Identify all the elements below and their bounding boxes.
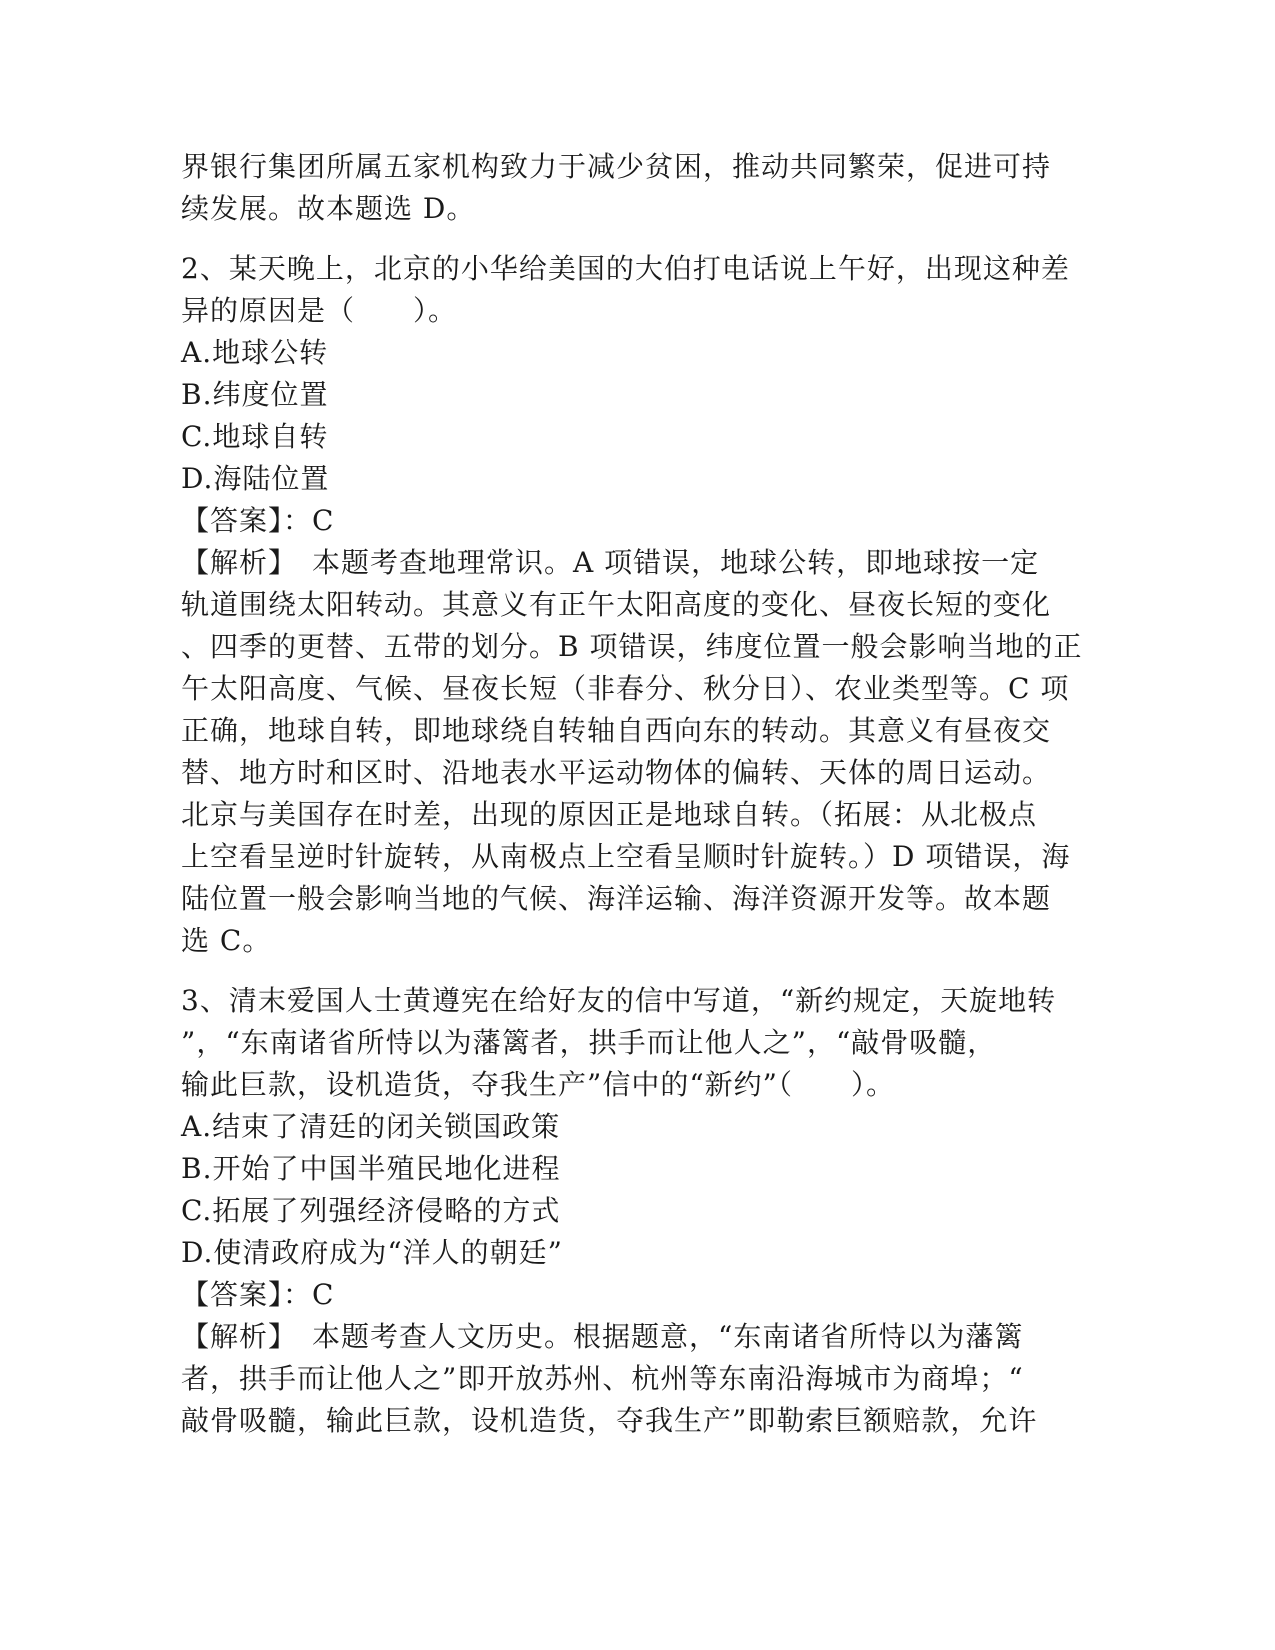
text-line: 界银行集团所属五家机构致力于减少贫困，推动共同繁荣，促进可持 — [181, 150, 1052, 183]
question-stem-line: 3、清末爱国人士黄遵宪在给好友的信中写道，“新约规定，天旋地转 — [181, 984, 1057, 1017]
text-line: 续发展。故本题选 D。 — [181, 192, 476, 225]
question-stem-line: ”，“东南诸省所恃以为藩篱者，拱手而让他人之”，“敲骨吸髓， — [181, 1026, 997, 1059]
analysis-line: 【解析】 本题考查地理常识。A 项错误，地球公转，即地球按一定 — [181, 546, 1040, 579]
analysis-line: 上空看呈逆时针旋转，从南极点上空看呈顺时针旋转。）D 项错误，海 — [181, 840, 1071, 873]
analysis-line: 敲骨吸髓，输此巨款，设机造货，夺我生产”即勒索巨额赔款，允许 — [181, 1404, 1038, 1437]
question-3 — [181, 980, 1061, 1442]
answer-line: 【答案】：C — [181, 1278, 335, 1311]
option-a: A.地球公转 — [181, 336, 329, 369]
question-2 — [181, 248, 1083, 962]
analysis-line: 北京与美国存在时差，出现的原因正是地球自转。（拓展：从北极点 — [181, 798, 1038, 831]
analysis-line: 陆位置一般会影响当地的气候、海洋运输、海洋资源开发等。故本题 — [181, 882, 1052, 915]
analysis-line: 轨道围绕太阳转动。其意义有正午太阳高度的变化、昼夜长短的变化 — [181, 588, 1052, 621]
answer-line: 【答案】：C — [181, 504, 335, 537]
option-d: D.使清政府成为“洋人的朝廷” — [181, 1236, 563, 1269]
analysis-line: 【解析】 本题考查人文历史。根据题意，“东南诸省所恃以为藩篱 — [181, 1320, 1024, 1353]
option-b: B.纬度位置 — [181, 378, 329, 411]
option-c: C.地球自转 — [181, 420, 329, 453]
analysis-line: 替、地方时和区时、沿地表水平运动物体的偏转、天体的周日运动。 — [181, 756, 1052, 789]
document-page — [181, 146, 1083, 1442]
option-c: C.拓展了列强经济侵略的方式 — [181, 1194, 561, 1227]
question-stem-line: 异的原因是（ ）。 — [181, 294, 458, 327]
question-stem-line: 2、某天晚上，北京的小华给美国的大伯打电话说上午好，出现这种差 — [181, 252, 1070, 285]
intro-paragraph — [181, 146, 1061, 230]
analysis-line: 、四季的更替、五带的划分。B 项错误，纬度位置一般会影响当地的正 — [181, 630, 1083, 663]
question-stem-line: 输此巨款，设机造货，夺我生产”信中的“新约”（ ）。 — [181, 1068, 895, 1101]
option-b: B.开始了中国半殖民地化进程 — [181, 1152, 561, 1185]
analysis-line: 者，拱手而让他人之”即开放苏州、杭州等东南沿海城市为商埠；“ — [181, 1362, 1024, 1395]
analysis-line: 选 C。 — [181, 924, 272, 957]
analysis-line: 正确，地球自转，即地球绕自转轴自西向东的转动。其意义有昼夜交 — [181, 714, 1052, 747]
analysis-line: 午太阳高度、气候、昼夜长短（非春分、秋分日）、农业类型等。C 项 — [181, 672, 1070, 705]
option-a: A.结束了清廷的闭关锁国政策 — [181, 1110, 561, 1143]
option-d: D.海陆位置 — [181, 462, 330, 495]
